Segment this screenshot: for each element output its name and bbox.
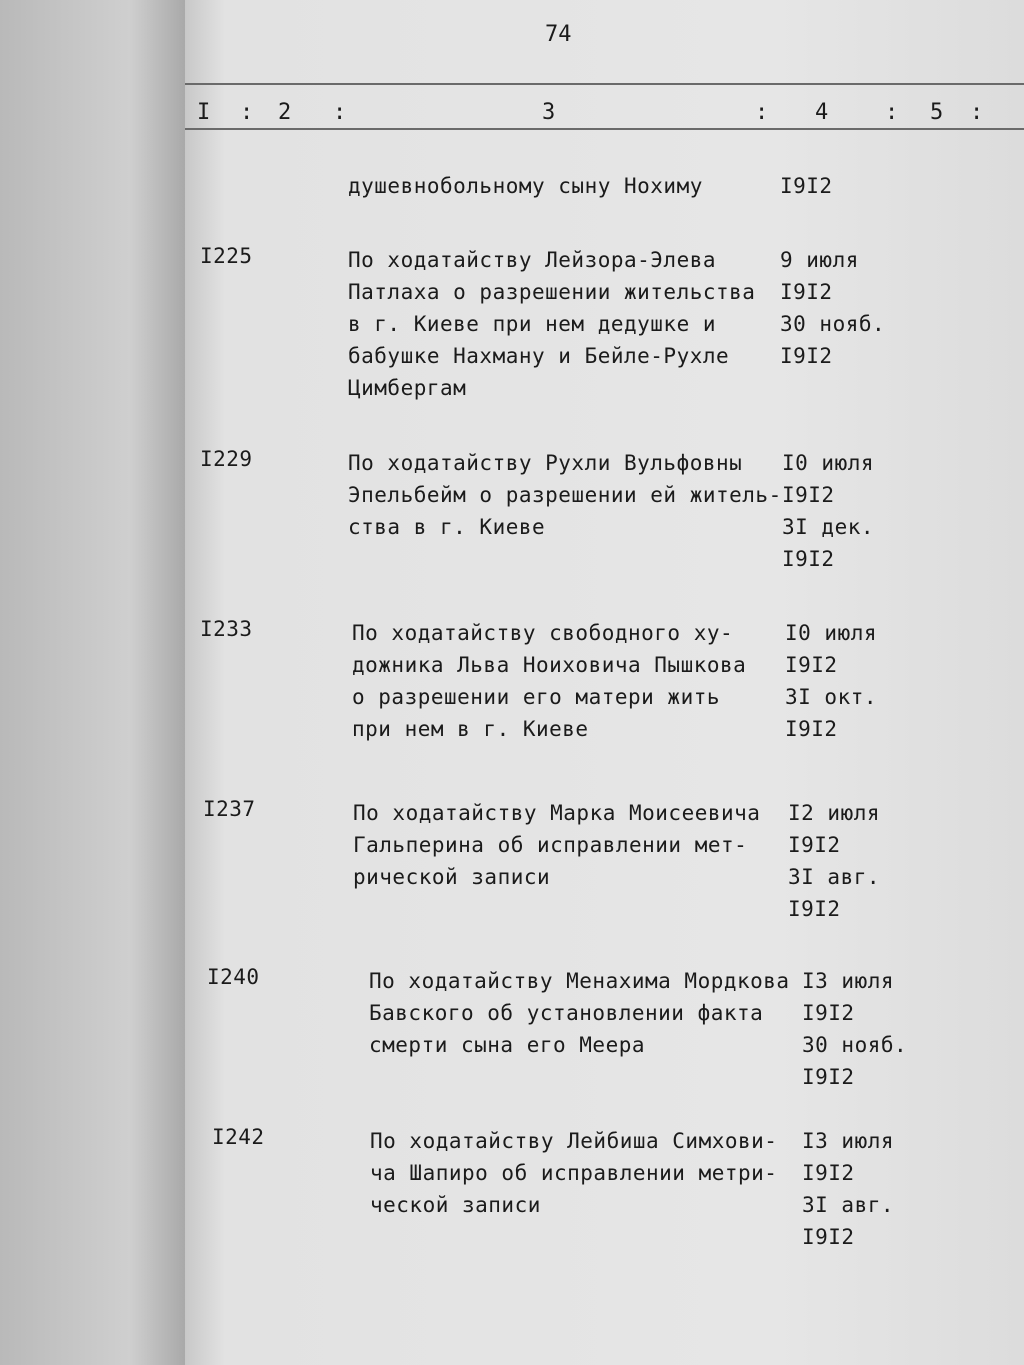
entry-number: I242 (212, 1125, 265, 1149)
description-line: рической записи (353, 865, 551, 889)
description-line: смерти сына его Меера (369, 1033, 646, 1057)
column-header-3: 3 (542, 100, 556, 125)
date-line: 3I авг. (802, 1193, 895, 1217)
date-line: I9I2 (782, 547, 835, 571)
entry-description (348, 244, 755, 404)
entry-description (369, 965, 790, 1061)
description-line: По ходатайству Рухли Вульфовны (348, 451, 743, 475)
header-rule-top (185, 83, 1024, 85)
description-line: ства в г. Киеве (348, 515, 546, 539)
date-line: 3I окт. (785, 685, 878, 709)
date-line: I2 июля (788, 801, 881, 825)
date-line: 30 нояб. (780, 312, 886, 336)
entry-dates (785, 617, 877, 745)
entry-dates (788, 797, 880, 925)
date-line: I9I2 (802, 1225, 855, 1249)
date-line: I9I2 (782, 483, 835, 507)
date-line: I9I2 (788, 833, 841, 857)
column-header-2: 2 (278, 100, 292, 125)
description-line: Эпельбейм о разрешении ей житель- (348, 483, 782, 507)
description-line: По ходатайству свободного ху- (352, 621, 734, 645)
date-line: I9I2 (785, 653, 838, 677)
date-line: I9I2 (802, 1001, 855, 1025)
entry-description (352, 617, 746, 745)
description-line: дожника Льва Ноиховича Пышкова (352, 653, 747, 677)
facing-page (0, 0, 185, 1365)
entry-description (370, 1125, 777, 1221)
description-line: ча Шапиро об исправлении метри- (370, 1161, 778, 1185)
description-line: ческой записи (370, 1193, 541, 1217)
entry-description (353, 797, 760, 893)
description-line: По ходатайству Лейзора-Элева (348, 248, 717, 272)
date-line: I9I2 (780, 174, 833, 198)
date-line: 3I дек. (782, 515, 875, 539)
description-line: в г. Киеве при нем дедушке и (348, 312, 717, 336)
column-separator: : (333, 100, 347, 125)
date-line: I9I2 (788, 897, 841, 921)
description-line: бабушке Нахману и Бейле-Рухле (348, 344, 730, 368)
entry-dates (780, 170, 833, 202)
page-number: 74 (545, 22, 572, 47)
date-line: I0 июля (785, 621, 878, 645)
date-line: I9I2 (785, 717, 838, 741)
entry-description (348, 170, 703, 202)
description-line: Патлаха о разрешении жительства (348, 280, 756, 304)
date-line: I3 июля (802, 1129, 895, 1153)
date-line: I9I2 (780, 344, 833, 368)
description-line: По ходатайству Лейбиша Симхови- (370, 1129, 778, 1153)
entry-number: I229 (200, 447, 253, 471)
entry-number: I240 (207, 965, 260, 989)
column-separator: : (240, 100, 254, 125)
description-line: при нем в г. Киеве (352, 717, 589, 741)
column-separator: : (755, 100, 769, 125)
header-rule-bottom (185, 128, 1024, 130)
entry-dates (782, 447, 874, 575)
description-line: По ходатайству Менахима Мордкова (369, 969, 790, 993)
date-line: I3 июля (802, 969, 895, 993)
column-separator: : (885, 100, 899, 125)
date-line: I0 июля (782, 451, 875, 475)
description-line: Гальперина об исправлении мет- (353, 833, 748, 857)
date-line: 9 июля (780, 248, 859, 272)
column-separator: : (970, 100, 984, 125)
description-line: Цимбергам (348, 376, 467, 400)
column-header-5: 5 (930, 100, 944, 125)
column-header-1: I (197, 100, 211, 125)
date-line: I9I2 (802, 1161, 855, 1185)
date-line: 30 нояб. (802, 1033, 908, 1057)
entry-dates (802, 1125, 894, 1253)
entry-description (348, 447, 782, 543)
column-header-4: 4 (815, 100, 829, 125)
date-line: I9I2 (780, 280, 833, 304)
description-line: Бавского об установлении факта (369, 1001, 764, 1025)
date-line: 3I авг. (788, 865, 881, 889)
date-line: I9I2 (802, 1065, 855, 1089)
document-page (185, 0, 1024, 1365)
description-line: о разрешении его матери жить (352, 685, 721, 709)
description-line: душевнобольному сыну Нохиму (348, 174, 703, 198)
entry-number: I237 (203, 797, 256, 821)
entry-dates (802, 965, 907, 1093)
entry-number: I233 (200, 617, 253, 641)
entry-dates (780, 244, 885, 372)
description-line: По ходатайству Марка Моисеевича (353, 801, 761, 825)
entry-number: I225 (200, 244, 253, 268)
